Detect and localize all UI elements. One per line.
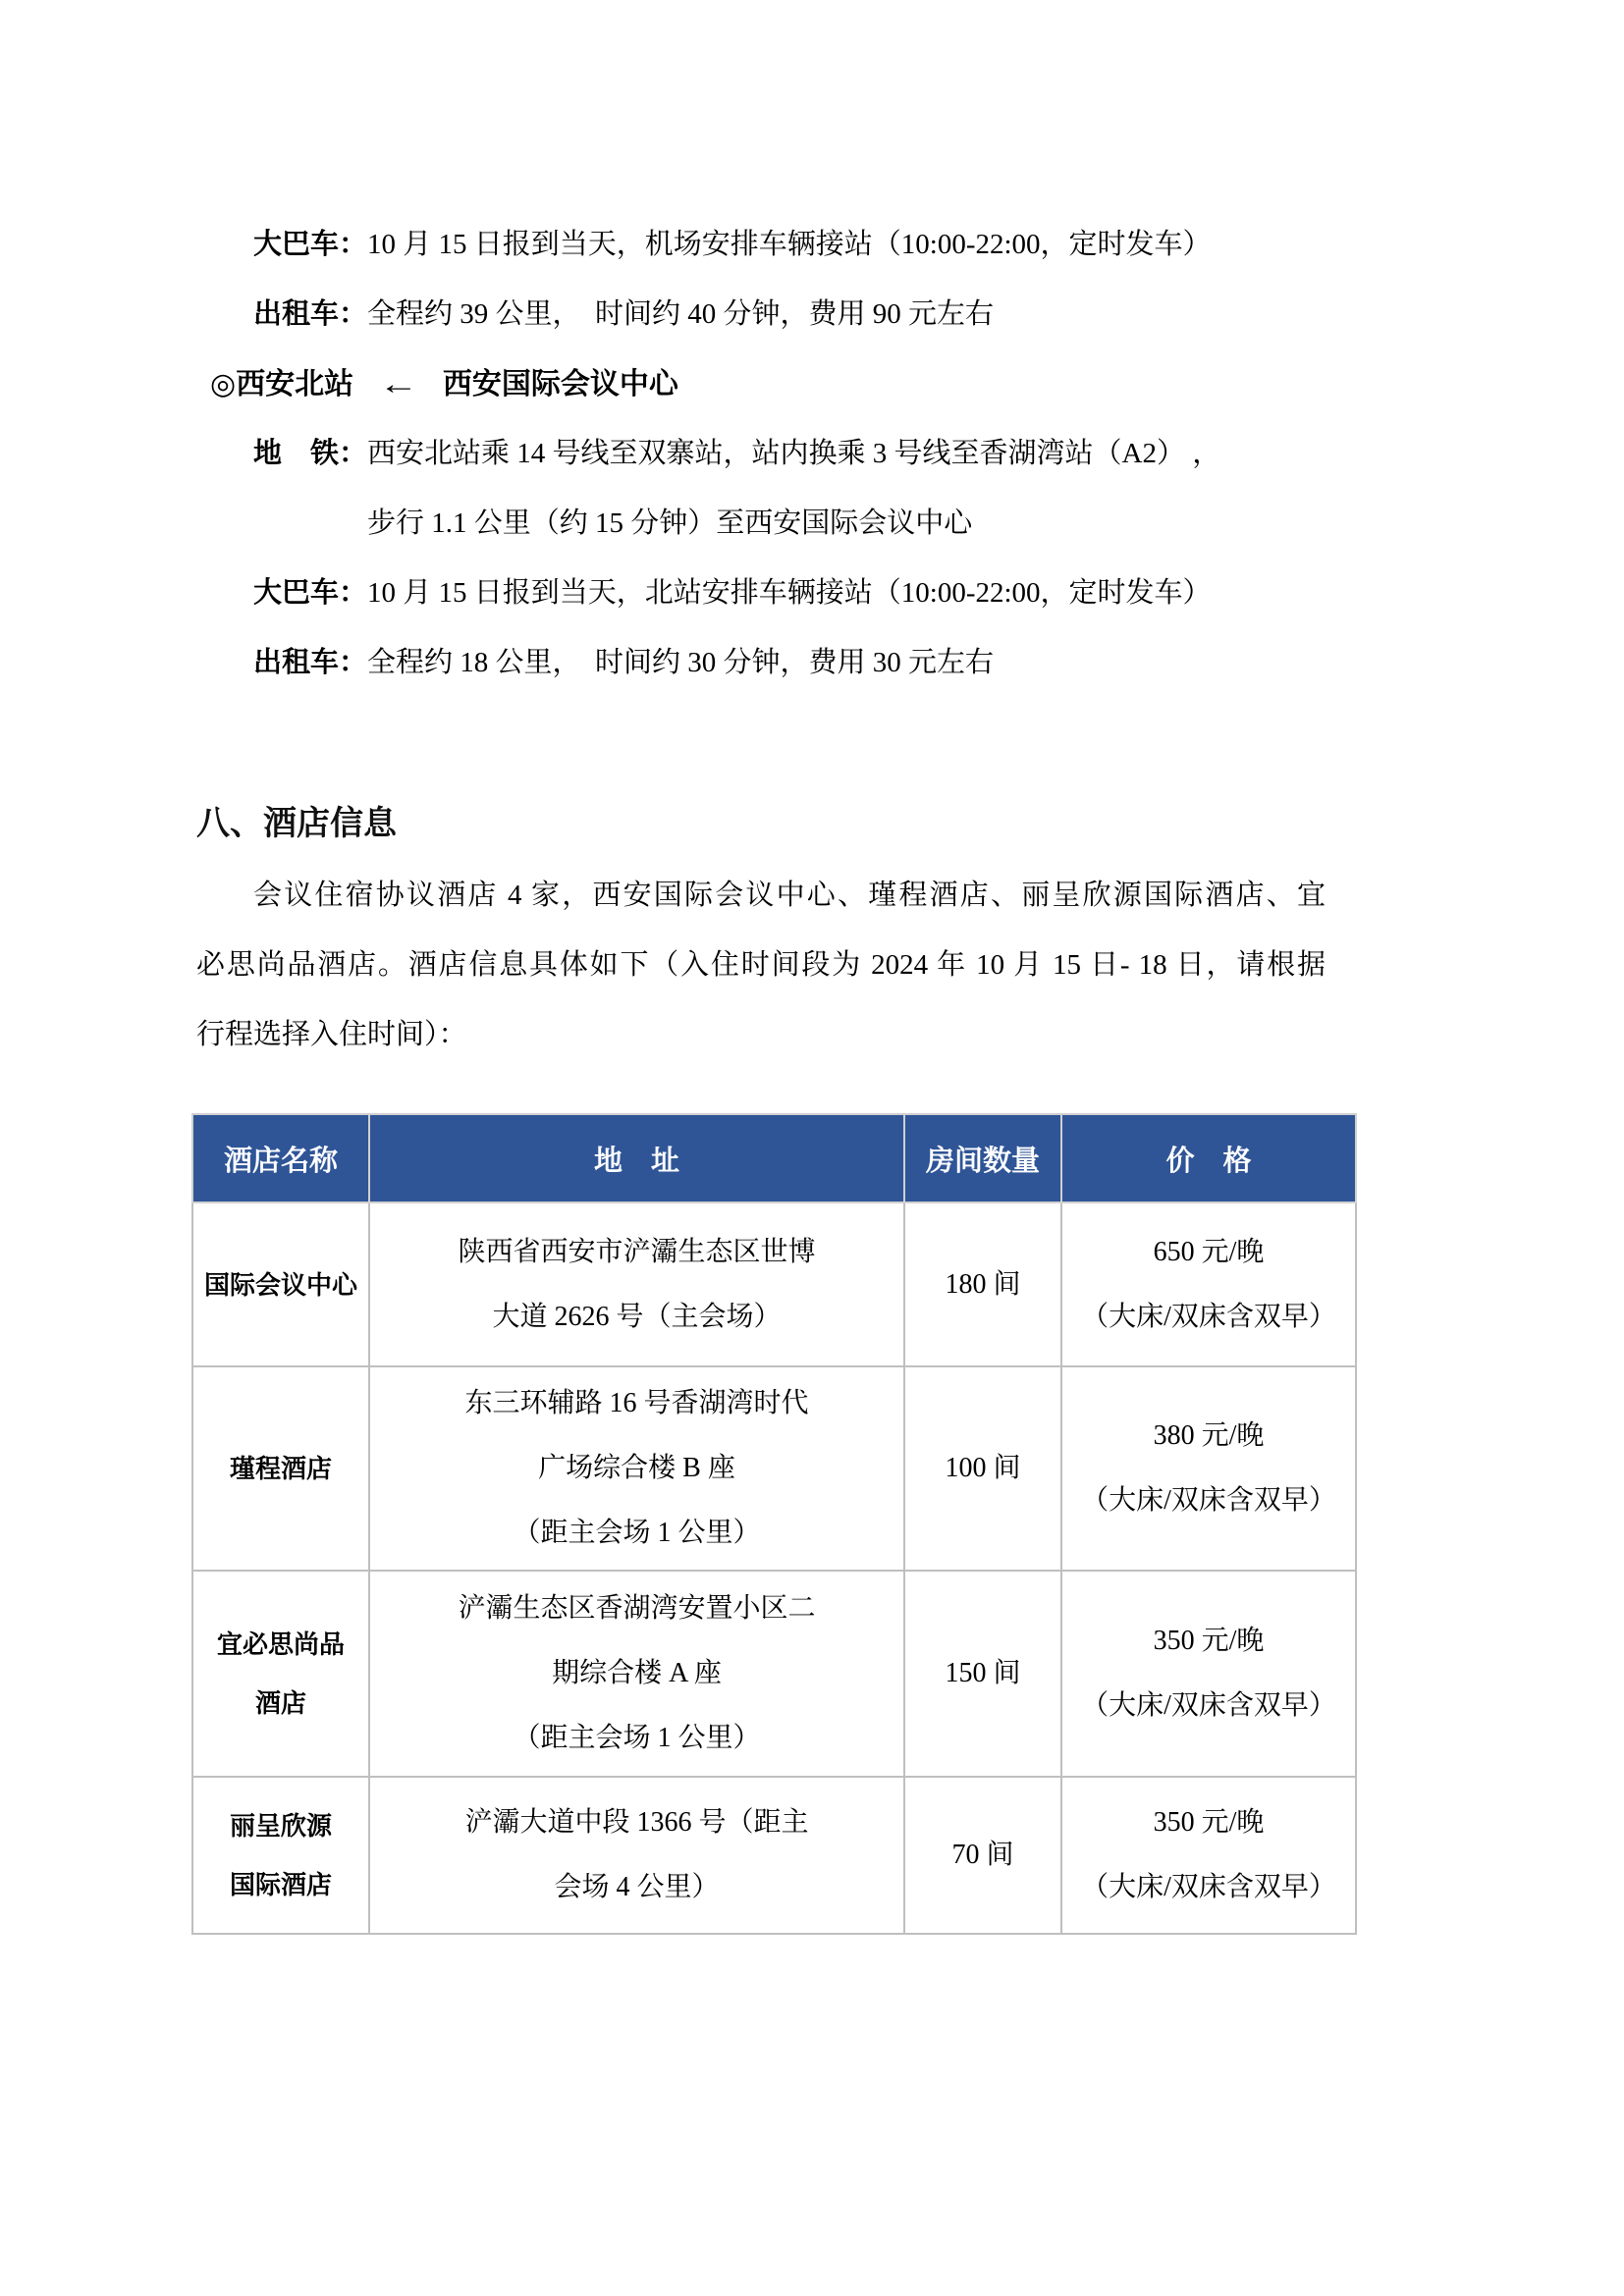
- hotel-rooms-cell: [904, 1571, 1061, 1777]
- header-room-count: 房间数量: [904, 1114, 1061, 1202]
- metro-line: [253, 419, 1428, 559]
- bus-label: 大巴车：: [253, 577, 368, 609]
- table-row: [192, 1366, 1356, 1571]
- address-line: 大道 2626 号（主会场）: [492, 1301, 782, 1332]
- hotel-name-line: 丽呈欣源: [229, 1811, 332, 1841]
- address-line: 东三环辅路 16 号香湖湾时代: [464, 1388, 809, 1418]
- hotel-name-cell: [192, 1202, 369, 1366]
- metro-text: [367, 419, 1220, 559]
- table-row: [192, 1202, 1356, 1366]
- address-line: 陕西省西安市浐灞生态区世博: [458, 1236, 816, 1267]
- taxi-label: 出租车：: [253, 298, 368, 330]
- price-line: 380 元/晚: [1153, 1420, 1265, 1451]
- hotel-address-cell: [369, 1571, 904, 1777]
- address-line: 会场 4 公里）: [554, 1872, 720, 1902]
- rooms-value: 180 间: [945, 1268, 1021, 1300]
- taxi-label: 出租车：: [253, 647, 368, 678]
- hotel-name-line: 国际酒店: [229, 1870, 332, 1899]
- hotel-name-line: 宜必思尚品: [216, 1629, 345, 1659]
- address-line: （距主会场 1 公里）: [513, 1723, 761, 1753]
- price-line: 350 元/晚: [1153, 1807, 1265, 1838]
- hotel-name-line: 国际会议中心: [203, 1269, 357, 1300]
- address-line: 浐灞生态区香湖湾安置小区二: [458, 1593, 816, 1624]
- hotel-rooms-cell: [904, 1202, 1061, 1366]
- airport-taxi-line: [253, 280, 1428, 349]
- hotel-rooms-cell: [904, 1366, 1061, 1571]
- left-arrow-icon: ←: [378, 368, 418, 400]
- rooms-value: 150 间: [945, 1658, 1021, 1688]
- hotel-address-cell: [369, 1202, 904, 1366]
- address-line: （距主会场 1 公里）: [513, 1518, 761, 1548]
- price-line: 650 元/晚: [1153, 1236, 1265, 1267]
- rooms-value: 100 间: [945, 1453, 1021, 1483]
- header-address: 地 址: [369, 1114, 904, 1202]
- route-heading: [210, 349, 1428, 419]
- hotel-table: [191, 1113, 1357, 1935]
- rooms-value: 70 间: [951, 1840, 1014, 1870]
- paragraph-line: 必思尚品酒店。酒店信息具体如下（入住时间段为 2024 年 10 月 15 日- 18 日，请根据: [196, 949, 1326, 981]
- price-line: （大床/双床含双早）: [1081, 1872, 1336, 1902]
- paragraph-line: 会议住宿协议酒店 4 家，西安国际会议中心、瑾程酒店、丽呈欣源国际酒店、宜: [253, 880, 1326, 911]
- address-line: 浐灞大道中段 1366 号（距主: [464, 1807, 809, 1838]
- hotel-rooms-cell: [904, 1777, 1061, 1934]
- section-heading-hotel-info: 八、酒店信息: [196, 805, 397, 842]
- header-hotel-name: 酒店名称: [192, 1114, 369, 1202]
- taxi-text: 全程约 18 公里， 时间约 30 分钟，费用 30 元左右: [367, 647, 995, 678]
- airport-bus-line: [253, 210, 1428, 280]
- price-line: （大床/双床含双早）: [1081, 1690, 1336, 1721]
- price-line: 350 元/晚: [1153, 1626, 1265, 1656]
- hotel-price-cell: [1061, 1366, 1356, 1571]
- address-line: 广场综合楼 B 座: [538, 1453, 735, 1483]
- double-circle-bullet-icon: ◎: [210, 368, 237, 400]
- taxi-text: 全程约 39 公里， 时间约 40 分钟，费用 90 元左右: [367, 298, 995, 330]
- hotel-name-cell: [192, 1571, 369, 1777]
- hotel-address-cell: [369, 1366, 904, 1571]
- hotel-price-cell: [1061, 1777, 1356, 1934]
- hotel-name-line: 瑾程酒店: [229, 1454, 332, 1483]
- table-row: [192, 1777, 1356, 1934]
- hotel-address-cell: [369, 1777, 904, 1934]
- address-line: 期综合楼 A 座: [552, 1658, 722, 1688]
- hotel-intro-paragraph: [196, 861, 1428, 1070]
- table-row: [192, 1571, 1356, 1777]
- price-line: （大床/双床含双早）: [1081, 1301, 1336, 1332]
- metro-text-line1: 西安北站乘 14 号线至双寨站，站内换乘 3 号线至香湖湾站（A2） ，: [367, 438, 1221, 469]
- bus-text: 10 月 15 日报到当天，机场安排车辆接站（10:00-22:00，定时发车）: [367, 229, 1212, 260]
- price-line: （大床/双床含双早）: [1081, 1485, 1336, 1516]
- route-from: 西安北站: [236, 368, 354, 400]
- hotel-name-line: 酒店: [254, 1688, 306, 1718]
- bus-text: 10 月 15 日报到当天，北站安排车辆接站（10:00-22:00，定时发车）: [367, 577, 1212, 609]
- route-to: 西安国际会议中心: [442, 368, 678, 400]
- hotel-table-header-row: [192, 1114, 1356, 1202]
- hotel-price-cell: [1061, 1202, 1356, 1366]
- metro-text-line2: 步行 1.1 公里（约 15 分钟）至西安国际会议中心: [367, 507, 973, 539]
- hotel-name-cell: [192, 1777, 369, 1934]
- hotel-price-cell: [1061, 1571, 1356, 1777]
- station-taxi-line: [253, 628, 1428, 698]
- hotel-name-cell: [192, 1366, 369, 1571]
- header-price: 价 格: [1061, 1114, 1356, 1202]
- metro-label: 地 铁：: [253, 438, 368, 469]
- bus-label: 大巴车：: [253, 229, 368, 260]
- paragraph-line: 行程选择入住时间）：: [196, 1019, 467, 1050]
- station-bus-line: [253, 559, 1428, 628]
